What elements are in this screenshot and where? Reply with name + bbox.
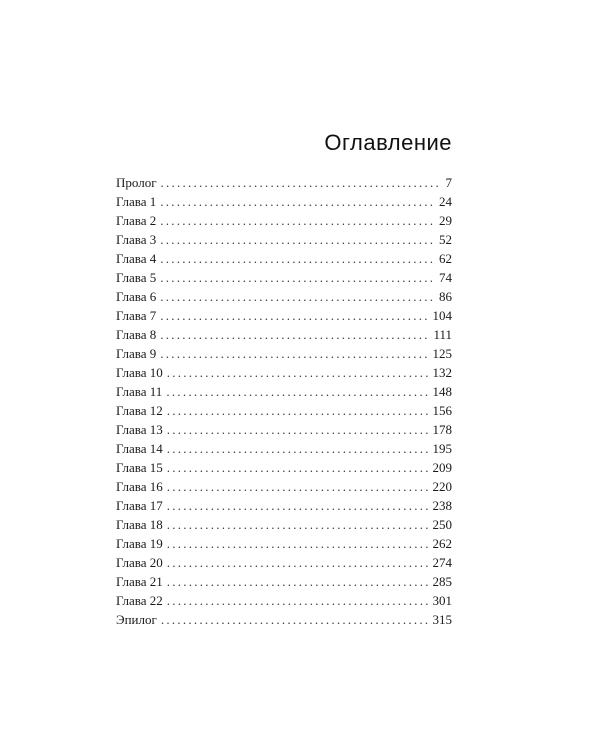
toc-dot-leader (167, 591, 429, 610)
toc-entry (116, 572, 452, 591)
toc-entry-label: Глава 3 (116, 232, 157, 247)
toc-dot-leader (167, 496, 429, 515)
toc-entry-page-number: 220 (432, 479, 452, 494)
table-of-contents (116, 173, 452, 629)
toc-entry (116, 477, 452, 496)
toc-dot-leader (161, 173, 442, 192)
toc-entry-page-number: 195 (432, 441, 452, 456)
toc-entry-page-number: 315 (432, 612, 452, 627)
toc-entry-label: Глава 4 (116, 251, 157, 266)
toc-dot-leader (160, 192, 435, 211)
toc-entry (116, 325, 452, 344)
toc-entry-label: Пролог (116, 175, 157, 190)
toc-dot-leader (160, 325, 429, 344)
page-title: Оглавление (324, 130, 452, 155)
toc-entry (116, 249, 452, 268)
toc-entry-page-number: 52 (439, 232, 452, 247)
toc-entry (116, 287, 452, 306)
toc-entry-page-number: 250 (432, 517, 452, 532)
toc-entry-page-number: 125 (432, 346, 452, 361)
toc-entry-page-number: 7 (445, 175, 452, 190)
toc-entry-page-number: 209 (432, 460, 452, 475)
toc-entry-page-number: 86 (439, 289, 452, 304)
toc-entry (116, 192, 452, 211)
toc-entry (116, 363, 452, 382)
toc-entry (116, 553, 452, 572)
toc-entry-page-number: 111 (433, 327, 452, 342)
toc-entry-label: Глава 15 (116, 460, 163, 475)
toc-entry-page-number: 301 (432, 593, 452, 608)
toc-entry (116, 230, 452, 249)
toc-dot-leader (167, 553, 429, 572)
toc-entry (116, 458, 452, 477)
toc-entry-page-number: 74 (439, 270, 452, 285)
toc-dot-leader (167, 572, 429, 591)
toc-entry (116, 610, 452, 629)
toc-dot-leader (161, 610, 429, 629)
toc-entry-page-number: 238 (432, 498, 452, 513)
toc-entry-page-number: 156 (432, 403, 452, 418)
toc-dot-leader (167, 458, 429, 477)
toc-entry-label: Глава 13 (116, 422, 163, 437)
toc-entry-page-number: 274 (432, 555, 452, 570)
toc-entry-page-number: 29 (439, 213, 452, 228)
toc-entry-label: Эпилог (116, 612, 157, 627)
toc-entry-label: Глава 20 (116, 555, 163, 570)
toc-entry-label: Глава 12 (116, 403, 163, 418)
toc-entry-label: Глава 22 (116, 593, 163, 608)
toc-entry-label: Глава 9 (116, 346, 157, 361)
toc-dot-leader (167, 534, 429, 553)
toc-entry-page-number: 178 (432, 422, 452, 437)
toc-entry-label: Глава 5 (116, 270, 157, 285)
toc-dot-leader (160, 344, 428, 363)
toc-entry-page-number: 148 (432, 384, 452, 399)
toc-entry-label: Глава 14 (116, 441, 163, 456)
toc-dot-leader (166, 382, 428, 401)
toc-entry (116, 306, 452, 325)
toc-entry (116, 268, 452, 287)
toc-entry-page-number: 24 (439, 194, 452, 209)
toc-entry (116, 496, 452, 515)
toc-entry (116, 591, 452, 610)
toc-entry-page-number: 104 (432, 308, 452, 323)
toc-dot-leader (160, 211, 435, 230)
toc-entry-label: Глава 2 (116, 213, 157, 228)
toc-dot-leader (167, 363, 429, 382)
toc-dot-leader (160, 249, 435, 268)
toc-dot-leader (160, 287, 435, 306)
toc-entry (116, 344, 452, 363)
toc-dot-leader (167, 477, 429, 496)
toc-entry-label: Глава 6 (116, 289, 157, 304)
toc-entry (116, 401, 452, 420)
toc-entry-page-number: 285 (432, 574, 452, 589)
toc-entry-label: Глава 21 (116, 574, 163, 589)
toc-entry (116, 382, 452, 401)
toc-entry (116, 515, 452, 534)
toc-entry-label: Глава 16 (116, 479, 163, 494)
toc-entry-label: Глава 1 (116, 194, 157, 209)
toc-entry (116, 534, 452, 553)
toc-dot-leader (167, 439, 429, 458)
toc-dot-leader (160, 268, 435, 287)
toc-entry-label: Глава 7 (116, 308, 157, 323)
toc-entry (116, 439, 452, 458)
toc-entry (116, 420, 452, 439)
toc-entry-page-number: 62 (439, 251, 452, 266)
toc-dot-leader (167, 515, 429, 534)
toc-entry (116, 173, 452, 192)
toc-entry (116, 211, 452, 230)
toc-dot-leader (160, 230, 435, 249)
toc-entry-label: Глава 11 (116, 384, 163, 399)
toc-entry-label: Глава 17 (116, 498, 163, 513)
toc-dot-leader (167, 420, 429, 439)
toc-entry-page-number: 132 (432, 365, 452, 380)
toc-entry-label: Глава 10 (116, 365, 163, 380)
toc-entry-page-number: 262 (432, 536, 452, 551)
toc-entry-label: Глава 18 (116, 517, 163, 532)
toc-entry-label: Глава 8 (116, 327, 157, 342)
toc-dot-leader (167, 401, 429, 420)
toc-entry-label: Глава 19 (116, 536, 163, 551)
toc-dot-leader (160, 306, 428, 325)
